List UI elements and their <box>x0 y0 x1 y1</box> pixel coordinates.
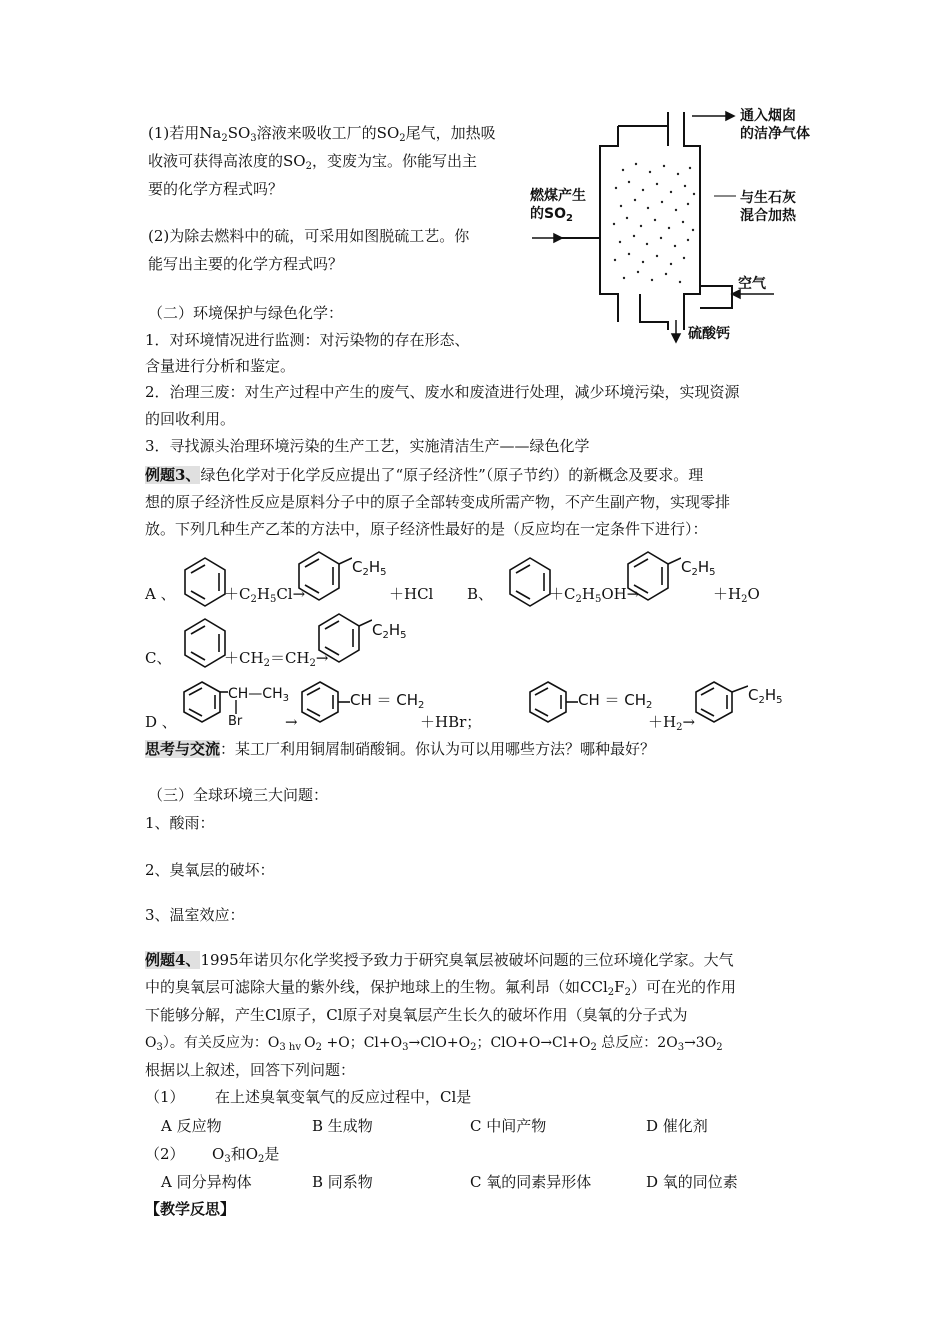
q-1-num: （1） <box>145 1088 185 1106</box>
ethylbenzene-icon <box>694 680 748 724</box>
label-inlet-2: 的$SO_2$ <box>530 206 573 224</box>
think-label: 思考与交流 <box>145 740 221 758</box>
ex4-line5: 根据以上叙述，回答下列问题： <box>145 1061 356 1079</box>
option-a-group: $C_2H_5$ <box>352 558 387 578</box>
q-1-option-d[interactable]: D 催化剂 <box>646 1117 708 1135</box>
q-2-option-a[interactable]: A 同分异构体 <box>161 1173 252 1191</box>
option-d-bromine: Br <box>228 714 243 729</box>
sec2-item2a: 2．治理三废：对生产过程中产生的废气、废水和废渣进行处理，减少环境污染，实现资源 <box>145 383 740 401</box>
ethylbenzene-icon <box>316 612 372 664</box>
ex4-line1: 例题4、1995年诺贝尔化学奖授予致力于研究臭氧层被破坏问题的三位环境化学家。大气 <box>145 951 734 969</box>
q1-line3: 要的化学方程式吗？ <box>148 180 284 198</box>
option-d-hydrogen: $+H_2\to$ <box>648 713 696 733</box>
label-product: 硫酸钙 <box>688 326 730 342</box>
teaching-reflection: 【教学反思】 <box>145 1200 236 1218</box>
sec3-item3: 3、温室效应： <box>145 906 245 924</box>
q1-line2: 收液可获得高浓度的$SO_2$，变废为宝。你能写出主 <box>148 152 477 172</box>
sec3-title: （三）全球环境三大问题： <box>148 786 329 804</box>
option-d-group: $C_2H_5$ <box>748 686 783 706</box>
styrene-icon <box>300 680 350 724</box>
option-b-reagent: $+C_2H_5OH\to$ <box>549 585 640 605</box>
q2-line2: 能写出主要的化学方程式吗？ <box>148 255 344 273</box>
sec3-item2: 2、臭氧层的破坏： <box>145 861 275 879</box>
q-1-stem: 在上述臭氧变氧气的反应过程中，Cl是 <box>215 1088 472 1106</box>
ex4-line3: 下能够分解，产生Cl原子，Cl原子对臭氧层产生长久的破坏作用（臭氧的分子式为 <box>145 1006 688 1024</box>
ex4-line2: 中的臭氧层可滤除大量的紫外线，保护地球上的生物。氟利昂（如$CCl_2F_2$）可在光的作用 <box>145 978 736 998</box>
bromoethylbenzene-icon <box>182 680 228 724</box>
option-b-label: B、 <box>467 585 494 603</box>
q-2-option-b[interactable]: B 同系物 <box>312 1173 373 1191</box>
sec2-item1b: 含量进行分析和鉴定。 <box>145 357 296 375</box>
ex3-line3: 放。下列几种生产乙苯的方法中，原子经济性最好的是（反应均在一定条件下进行）： <box>145 520 708 538</box>
option-d-vinyl2: CH ＝ $CH_2$ <box>578 691 653 711</box>
ex3-label: 例题3、 <box>145 466 201 484</box>
think-line: 思考与交流：某工厂利用铜屑制硝酸铜。你认为可以用哪些方法？哪种最好？ <box>145 740 656 758</box>
option-c-group: $C_2H_5$ <box>372 621 407 641</box>
option-a-reagent: $+C_2H_5Cl\to$ <box>224 585 306 605</box>
q-2-stem: $O_3$和$O_2$是 <box>212 1145 280 1165</box>
option-d-vinyl: CH ＝ $CH_2$ <box>350 691 425 711</box>
q-1-option-b[interactable]: B 生成物 <box>312 1117 373 1135</box>
label-mix-1: 与生石灰 <box>740 190 796 206</box>
q-1-option-c[interactable]: C 中间产物 <box>470 1117 547 1135</box>
option-c-reagent: $+CH_2=CH_2\to$ <box>224 649 329 669</box>
styrene-icon <box>528 680 578 724</box>
q-2-option-c[interactable]: C 氧的同素异形体 <box>470 1173 592 1191</box>
sec2-title: （二）环境保护与绿色化学： <box>148 304 344 322</box>
ex3-line2: 想的原子经济性反应是原料分子中的原子全部转变成所需产物，不产生副产物，实现零排 <box>145 493 731 511</box>
q2-line1: (2)为除去燃料中的硫，可采用如图脱硫工艺。你 <box>148 227 470 245</box>
sec2-item2b: 的回收利用。 <box>145 410 236 428</box>
label-outlet-1: 通入烟囱 <box>740 108 796 124</box>
q-2-option-d[interactable]: D 氧的同位素 <box>646 1173 738 1191</box>
option-b-group: $C_2H_5$ <box>681 558 716 578</box>
option-a-label: A 、 <box>145 585 176 603</box>
label-outlet-2: 的洁净气体 <box>740 126 810 142</box>
label-air: 空气 <box>738 276 766 292</box>
q1-line1: (1)若用$Na_2SO_3$溶液来吸收工厂的$SO_2$尾气，加热吸 <box>148 124 496 144</box>
q-1-option-a[interactable]: A 反应物 <box>161 1117 222 1135</box>
benzene-ring-icon <box>182 556 228 608</box>
desulfurization-diagram <box>528 98 828 348</box>
option-d-substituent: $CH—CH_3$ <box>228 686 289 704</box>
benzene-ring-icon <box>182 617 228 669</box>
option-d-arrow: → <box>285 713 298 731</box>
ethylbenzene-icon <box>296 550 352 602</box>
q-2-num: （2） <box>145 1145 185 1163</box>
sec3-item1: 1、酸雨： <box>145 814 215 832</box>
particles <box>613 163 695 283</box>
label-mix-2: 混合加热 <box>740 208 796 224</box>
sec2-item1a: 1．对环境情况进行监测：对污染物的存在形态、 <box>145 331 470 349</box>
option-d-label: D 、 <box>145 713 177 731</box>
ex3-line1: 例题3、绿色化学对于化学反应提出了“原子经济性”（原子节约）的新概念及要求。理 <box>145 466 704 484</box>
option-a-byproduct: ＋HCl <box>389 585 434 603</box>
sec2-item3: 3．寻找源头治理环境污染的生产工艺，实施清洁生产——绿色化学 <box>145 437 590 455</box>
option-b-byproduct: $+H_2O$ <box>713 585 760 605</box>
option-c-label: C、 <box>145 649 172 667</box>
benzene-ring-icon <box>507 556 553 608</box>
ex4-line4: $O_3$）。有关反应为：$O_3$ $_{hv}$ $O_2 +O$；$Cl+O_3\to ClO+O_2$；$ClO+O\to Cl+O_2$ 总反应：$2O_3\to 3O_2$ <box>145 1035 723 1053</box>
option-d-byproduct: ＋HBr； <box>420 713 482 731</box>
label-inlet-1: 燃煤产生 <box>530 188 586 204</box>
ex4-label: 例题4、 <box>145 951 201 969</box>
ethylbenzene-icon <box>625 550 681 602</box>
